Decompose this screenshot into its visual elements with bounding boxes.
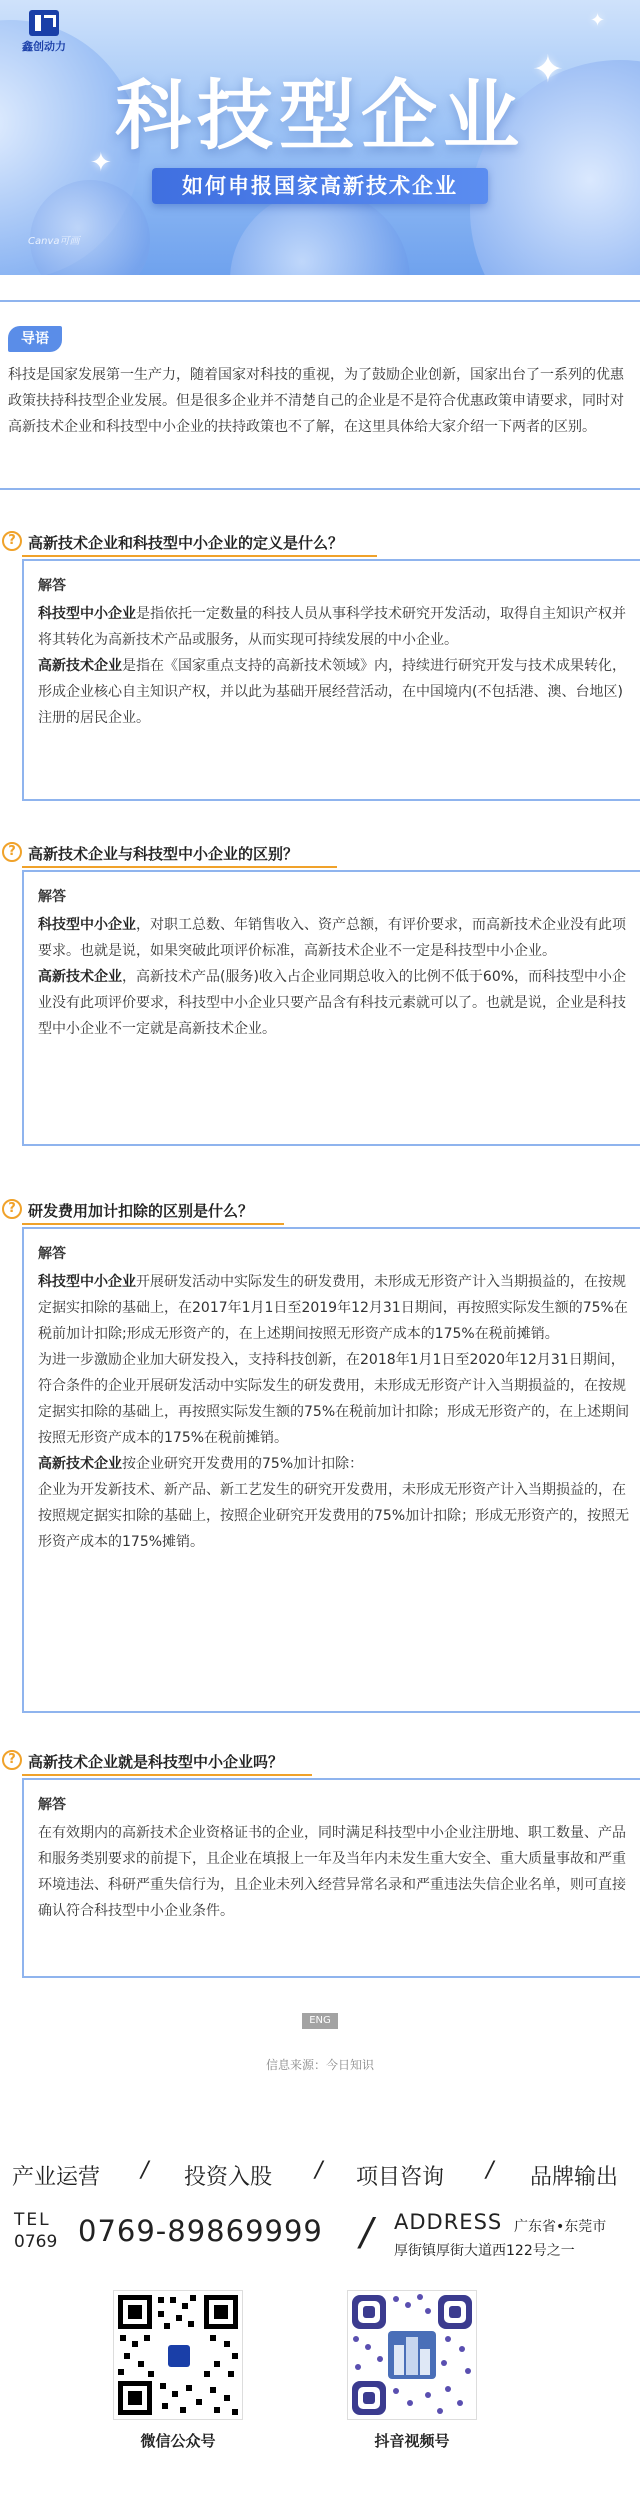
brand-name: 鑫创动力 xyxy=(22,40,66,53)
term-bold: 高新技术企业 xyxy=(38,1456,122,1472)
paragraph-text: 是指在《国家重点支持的高新技术领域》内，持续进行研究开发与技术成果转化，形成企业核心自主知识产权，并以此为基础开展经营活动，在中国境内(不包括港、澳、台地区)注册的居民企业。 xyxy=(38,658,626,726)
paragraph-text: 开展研发活动中实际发生的研发费用，未形成无形资产计入当期损益的，在按规定据实扣除的基础上，在2017年1月1日至2019年12月31日期间，再按照实际发生额的75%在税前加计扣除;形成无形资产的，在上述期间按照无形资产成本的175%在税前摊销。 xyxy=(38,1274,628,1342)
question-mark-icon: ? xyxy=(2,842,22,862)
eng-badge: ENG xyxy=(302,2013,338,2029)
answer-paragraph xyxy=(38,653,634,731)
subtitle-ribbon xyxy=(152,168,488,204)
page-subtitle: 如何申报国家高新技术企业 xyxy=(182,174,458,198)
page-title: 科技型企业 xyxy=(115,71,525,160)
tel-label: TEL xyxy=(14,2210,51,2230)
question-underline xyxy=(22,866,337,868)
question-mark-icon: ? xyxy=(2,531,22,551)
question-mark-icon: ? xyxy=(2,1750,22,1770)
service-item: 投资入股 xyxy=(184,2165,273,2190)
answer-box xyxy=(22,1227,640,1713)
answer-text xyxy=(38,601,634,731)
qr-label: 抖音视频号 xyxy=(374,2432,450,2450)
question-header xyxy=(0,836,640,870)
paragraph-text: 企业为开发新技术、新产品、新工艺发生的研究开发费用，未形成无形资产计入当期损益的，在按照规定据实扣除的基础上，按照企业研究开发费用的75%加计扣除；形成无形资产的，按照无形资产成本的175%摊销。 xyxy=(38,1482,630,1550)
separator: / xyxy=(141,2158,149,2183)
question-title: 高新技术企业和科技型中小企业的定义是什么？ xyxy=(28,534,344,552)
sparkle-icon: ✦ xyxy=(590,10,606,31)
paragraph-text: 是指依托一定数量的科技人员从事科学技术研究开发活动，取得自主知识产权并将其转化为高新技术产品或服务，从而实现可持续发展的中小企业。 xyxy=(38,606,626,648)
answer-box xyxy=(22,1778,640,1978)
hero-banner xyxy=(0,0,640,275)
qa-section xyxy=(0,836,640,1037)
term-bold: 科技型中小企业 xyxy=(38,1274,136,1290)
term-bold: 科技型中小企业 xyxy=(38,606,136,622)
question-header xyxy=(0,1193,640,1227)
service-item: 产业运营 xyxy=(12,2165,101,2190)
watermark-text: Canva可画 xyxy=(28,236,80,247)
answer-label: 解答 xyxy=(38,889,66,905)
intro-text: 科技是国家发展第一生产力，随着国家对科技的重视，为了鼓励企业创新，国家出台了一系列的优惠政策扶持科技型企业发展。但是很多企业并不清楚自己的企业是不是符合优惠政策申请要求，同时对高新技术企业和科技型中小企业的扶持政策也不了解，在这里具体给大家介绍一下两者的区别。 xyxy=(8,367,624,435)
qa-section xyxy=(0,1193,640,1550)
answer-paragraph xyxy=(38,601,634,653)
douyin-qr-block xyxy=(342,2290,482,2451)
question-mark-icon: ? xyxy=(2,1199,22,1219)
qr-label: 微信公众号 xyxy=(140,2432,216,2450)
term-bold: 科技型中小企业 xyxy=(38,917,136,933)
question-underline xyxy=(22,1223,284,1225)
answer-paragraph xyxy=(38,1451,634,1477)
sparkle-icon: ✦ xyxy=(90,148,112,178)
service-item: 品牌输出 xyxy=(530,2165,619,2190)
answer-label: 解答 xyxy=(38,578,66,594)
paragraph-text: 在有效期内的高新技术企业资格证书的企业，同时满足科技型中小企业注册地、职工数量、产品和服务类别要求的前提下，且企业在填报上一年及当年内未发生重大安全、重大质量事故和严重环境违法、科研严重失信行为，且企业未列入经营异常名录和严重违法失信企业名单，则可直接确认符合科技型中小企业条件。 xyxy=(38,1825,626,1919)
qr-pattern-icon xyxy=(348,2291,476,2419)
tel-area-code: 0769 xyxy=(14,2232,58,2252)
phone-number[interactable]: 0769-89869999 xyxy=(78,2214,323,2248)
paragraph-text: ，对职工总数、年销售收入、资产总额，有评价要求，而高新技术企业没有此项要求。也就是说，如果突破此项评价标准，高新技术企业不一定是科技型中小企业。 xyxy=(38,917,626,959)
question-title: 高新技术企业与科技型中小企业的区别？ xyxy=(28,845,299,863)
intro-tag: 导语 xyxy=(8,326,62,352)
brand-logo xyxy=(14,10,74,54)
qa-section xyxy=(0,1744,640,1919)
answer-box xyxy=(22,559,640,801)
answer-paragraph xyxy=(38,964,634,1042)
qa-section xyxy=(0,525,640,726)
address-line: 厚街镇厚街大道西122号之一 xyxy=(394,2243,575,2259)
question-underline xyxy=(22,555,377,557)
question-title: 高新技术企业就是科技型中小企业吗？ xyxy=(28,1753,284,1771)
answer-text xyxy=(38,1820,634,1924)
question-header xyxy=(0,1744,640,1778)
question-title: 研发费用加计扣除的区别是什么？ xyxy=(28,1202,254,1220)
separator: / xyxy=(486,2158,494,2183)
separator: / xyxy=(315,2158,323,2183)
service-item: 项目咨询 xyxy=(356,2165,445,2190)
answer-paragraph xyxy=(38,1347,634,1451)
logo-mark-icon xyxy=(29,10,59,36)
answer-paragraph xyxy=(38,1269,634,1347)
term-bold: 高新技术企业 xyxy=(38,658,122,674)
services-row xyxy=(0,2160,640,2190)
douyin-qr-code[interactable] xyxy=(347,2290,477,2420)
answer-paragraph xyxy=(38,1820,634,1924)
contact-row xyxy=(0,2208,640,2264)
term-bold: 高新技术企业 xyxy=(38,969,122,985)
answer-paragraph xyxy=(38,1477,634,1555)
intro-box xyxy=(0,300,640,490)
address-label: ADDRESS xyxy=(394,2210,503,2234)
wechat-qr-block xyxy=(108,2290,248,2451)
separator: / xyxy=(360,2210,373,2254)
question-underline xyxy=(22,1774,312,1776)
address-line: 广东省•东莞市 xyxy=(514,2219,607,2235)
question-header xyxy=(0,525,640,559)
answer-box xyxy=(22,870,640,1146)
wechat-qr-code[interactable] xyxy=(113,2290,243,2420)
answer-label: 解答 xyxy=(38,1246,66,1262)
answer-paragraph xyxy=(38,912,634,964)
answer-text xyxy=(38,1269,634,1555)
qr-logo xyxy=(164,2341,194,2371)
source-text: 信息来源：今日知识 xyxy=(265,2058,374,2072)
paragraph-text: 为进一步激励企业加大研发投入，支持科技创新，在2018年1月1日至2020年12月31日期间，符合条件的企业开展研发活动中实际发生的研发费用，未形成无形资产计入当期损益的，在按规定据实扣除的基础上，再按照实际发生额的75%在税前加计扣除；形成无形资产的，在上述期间按照无形资产成本的175%在税前摊销。 xyxy=(38,1352,630,1446)
paragraph-text: 按企业研究开发费用的75%加计扣除： xyxy=(122,1456,364,1472)
answer-text xyxy=(38,912,634,1042)
sparkle-icon: ✦ xyxy=(532,47,564,91)
answer-label: 解答 xyxy=(38,1797,66,1813)
paragraph-text: ，高新技术产品(服务)收入占企业同期总收入的比例不低于60%，而科技型中小企业没有此项评价要求，科技型中小企业只要产品含有科技元素就可以了。也就是说，企业是科技型中小企业不一定就是高新技术企业。 xyxy=(38,969,627,1037)
